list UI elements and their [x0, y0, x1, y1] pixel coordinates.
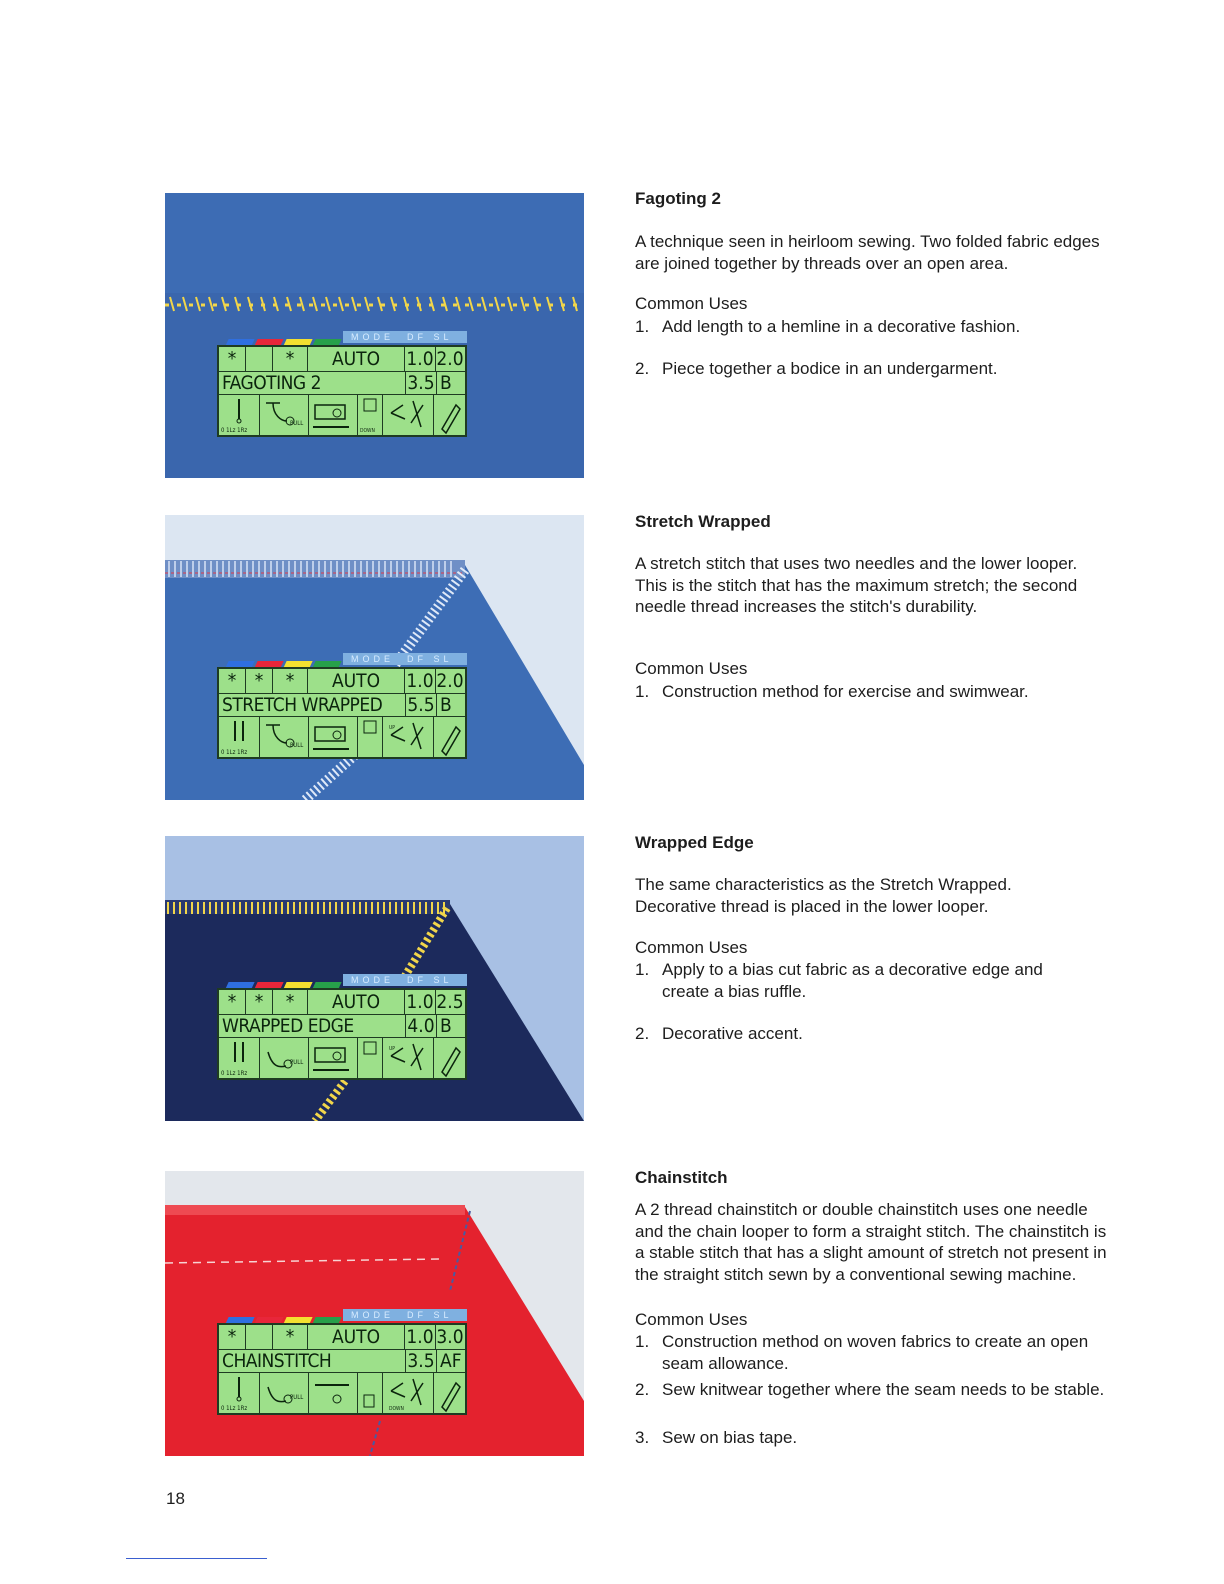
photo-wrapped-edge	[165, 836, 584, 1121]
stitch-name: STRETCH WRAPPED	[222, 694, 383, 716]
list-item: 2. Piece together a bodice in an undergarment.	[635, 359, 998, 378]
stitch-name: FAGOTING 2	[222, 372, 321, 394]
width-value: 5.5	[405, 694, 437, 716]
plate-icon	[358, 1373, 383, 1413]
presser-foot-icon	[309, 717, 358, 757]
stitch-name: WRAPPED EDGE	[222, 1015, 354, 1037]
cutting-knife-icon	[383, 395, 434, 435]
lcd-display	[217, 1323, 467, 1415]
auto-label: AUTO	[308, 990, 405, 1014]
color-bars	[227, 976, 343, 984]
tension-pull-icon: PULL	[260, 717, 309, 757]
lcd-display	[217, 667, 467, 759]
color-bars	[227, 333, 343, 341]
foot-pressure-icon	[434, 1373, 465, 1413]
differential-value: 1.0	[405, 1325, 436, 1349]
page-number: 18	[166, 1489, 185, 1508]
foot-pressure-icon	[434, 1038, 465, 1078]
section-description: A stretch stitch that uses two needles and the lower looper. This is the stitch that has the maximum stretch; the second needle thread increases the stitch's durability.	[635, 554, 1078, 616]
looper-star: *	[273, 347, 308, 371]
needle-icon: 0 1Lz 1Rz	[219, 1373, 260, 1413]
list-item: 1. Construction method on woven fabrics to create an open seam allowance.	[635, 1332, 1089, 1373]
foot-pressure-icon	[434, 717, 465, 757]
cutting-knife-icon: DOWN	[383, 1373, 434, 1413]
presser-foot-icon	[309, 395, 358, 435]
list-item: 2. Decorative accent.	[635, 1024, 803, 1043]
auto-label: AUTO	[308, 1325, 405, 1349]
looper-star: *	[273, 669, 308, 693]
section-title: Wrapped Edge	[635, 833, 754, 852]
footer-rule	[126, 1558, 267, 1559]
tension-pull-icon: PULL	[260, 1373, 309, 1413]
list-item: 1. Add length to a hemline in a decorative fashion.	[635, 317, 1021, 336]
width-value: 3.5	[405, 372, 437, 394]
looper-star: *	[273, 1325, 308, 1349]
width-value: 3.5	[405, 1350, 437, 1372]
stitch-length-value: 2.0	[436, 670, 464, 692]
needle-star-2: *	[246, 990, 273, 1014]
photo-chainstitch	[165, 1171, 584, 1456]
needle-star-1: *	[219, 347, 246, 371]
list-item: 1. Apply to a bias cut fabric as a decorative edge and create a bias ruffle.	[635, 960, 1043, 1001]
mode-header: MODE DF SL	[343, 331, 467, 343]
section-title: Stretch Wrapped	[635, 512, 771, 531]
double-needle-icon: 0 1Lz 1Rz	[219, 717, 260, 757]
cutting-knife-icon: UP	[383, 1038, 434, 1078]
stitch-name: CHAINSTITCH	[222, 1350, 332, 1372]
uses-heading: Common Uses	[635, 659, 748, 678]
section-title: Chainstitch	[635, 1168, 728, 1187]
cutting-knife-icon: UP	[383, 717, 434, 757]
section-title: Fagoting 2	[635, 189, 721, 208]
list-item: 1. Construction method for exercise and swimwear.	[635, 682, 1029, 701]
blade-value: B	[440, 694, 452, 716]
presser-foot-icon	[309, 1038, 358, 1078]
tension-pull-icon: PULL	[260, 395, 309, 435]
auto-label: AUTO	[308, 669, 405, 693]
section-description: The same characteristics as the Stretch Wrapped. Decorative thread is placed in the lower looper.	[635, 875, 1012, 916]
differential-value: 1.0	[405, 990, 436, 1014]
lcd-display	[217, 988, 467, 1080]
list-item: 2. Sew knitwear together where the seam needs to be stable.	[635, 1380, 1105, 1399]
plate-icon	[358, 717, 383, 757]
section-description: A technique seen in heirloom sewing. Two folded fabric edges are joined together by threads over an open area.	[635, 232, 1100, 273]
section-description: A 2 thread chainstitch or double chainstitch uses one needle and the chain looper to form a straight stitch. The chainstitch is a stable stitch that has a slight amount of stretch not present in the straight stitch sewn by a conventional sewing machine.	[635, 1200, 1107, 1284]
needle-star-2	[246, 1325, 273, 1349]
plate-icon	[358, 1038, 383, 1078]
photo-stretch-wrapped	[165, 515, 584, 800]
color-bars	[227, 1311, 343, 1319]
differential-value: 1.0	[405, 347, 436, 371]
needle-star-2	[246, 347, 273, 371]
stitch-length-value: 3.0	[436, 1326, 464, 1348]
uses-heading: Common Uses	[635, 938, 748, 957]
needle-star-1: *	[219, 990, 246, 1014]
foot-pressure-icon	[434, 395, 465, 435]
plate-icon: DOWN	[358, 395, 383, 435]
mode-header: MODE DF SL	[343, 974, 467, 986]
uses-heading: Common Uses	[635, 294, 748, 313]
needle-icon: 0 1Lz 1Rz	[219, 395, 260, 435]
needle-star-1: *	[219, 1325, 246, 1349]
double-needle-icon: 0 1Lz 1Rz	[219, 1038, 260, 1078]
mode-header: MODE DF SL	[343, 653, 467, 665]
stitch-length-value: 2.5	[436, 991, 464, 1013]
blade-value: AF	[440, 1350, 462, 1372]
needle-star-2: *	[246, 669, 273, 693]
needle-star-1: *	[219, 669, 246, 693]
presser-foot-icon	[309, 1373, 358, 1413]
looper-star: *	[273, 990, 308, 1014]
photo-fagoting-2	[165, 193, 584, 478]
blade-value: B	[440, 372, 452, 394]
lcd-display	[217, 345, 467, 437]
blade-value: B	[440, 1015, 452, 1037]
stitch-length-value: 2.0	[436, 348, 464, 370]
mode-header: MODE DF SL	[343, 1309, 467, 1321]
width-value: 4.0	[405, 1015, 437, 1037]
list-item: 3. Sew on bias tape.	[635, 1428, 798, 1447]
auto-label: AUTO	[308, 347, 405, 371]
tension-pull-icon: PULL	[260, 1038, 309, 1078]
differential-value: 1.0	[405, 669, 436, 693]
color-bars	[227, 655, 343, 663]
uses-heading: Common Uses	[635, 1310, 748, 1329]
